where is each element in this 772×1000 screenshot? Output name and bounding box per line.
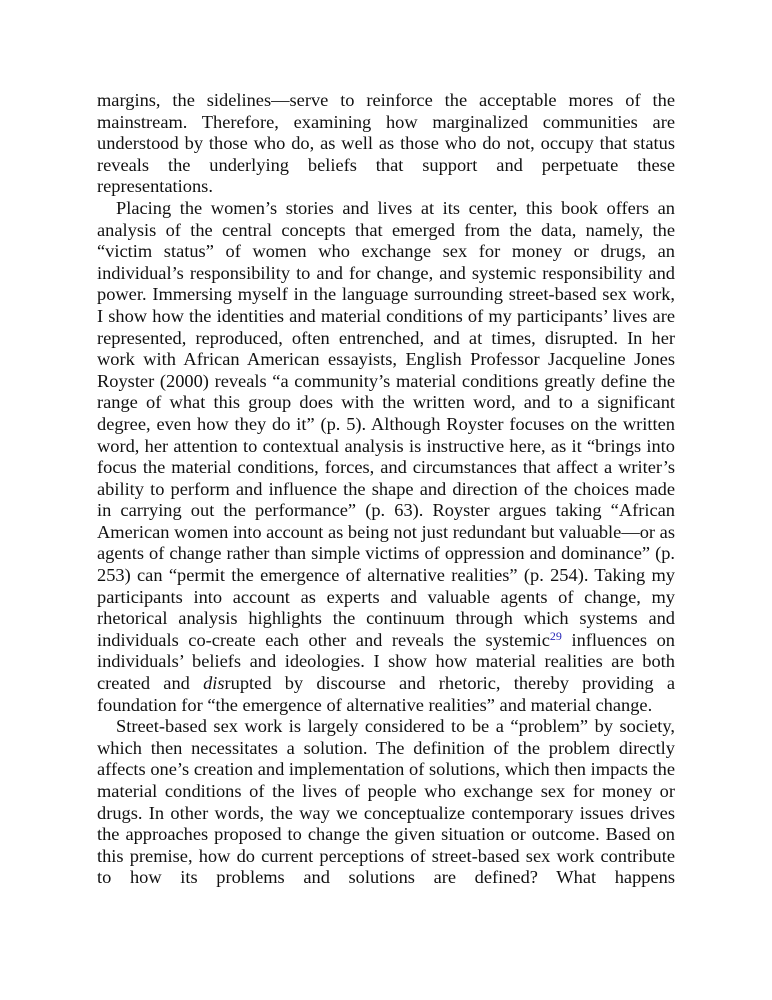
paragraph-book-overview [97,198,675,716]
paragraph-text: influences on individuals’ beliefs and ideologies. I show how material realities are both created and [97,629,675,694]
footnote-reference[interactable]: 29 [549,628,562,643]
emphasis-text: dis [203,673,225,694]
paragraph-text: Placing the women’s stories and lives at its center, this book offers an analysis of the central concepts that emerged from the data, namely, the “victim status” of women who exchange sex for money or drugs, an individual’s responsibility to and for change, and systemic responsibility and power. Immersing myself in the language surrounding street-based sex work, I show how the identities and material conditions of my participants’ lives are represented, reproduced, often entrenched, and at times, disrupted. In her work with African American essayists, English Professor Jacqueline Jones Royster (2000) reveals “a community’s material conditions greatly define the range of what this group does with the written word, and to a significant degree, even how they do it” (p. 5). Although Royster focuses on the written word, her attention to contextual analysis is instructive here, as it “brings into focus the material conditions, forces, and circumstances that affect a writer’s ability to perform and influence the shape and direction of the choices made in carrying out the performance” (p. 63). Royster argues taking “African American women into account as being not just redundant but valuable—or as agents of change rather than simple victims of oppression and dominance” (p. 253) can “permit the emergence of alternative realities” (p. 254). Taking my participants into account as experts and valuable agents of change, my rhetorical analysis highlights the continuum through which systems and individuals co-create each other and reveals the systemic [97,197,675,650]
paragraph-text: rupted by discourse and rhetoric, thereby providing a foundation for “the emergence of alternative realities” and material change. [97,673,675,715]
page-body [97,90,675,889]
paragraph-continuation: margins, the sidelines—serve to reinforce the acceptable mores of the mainstream. Therefore, examining how marginalized communities are understood by those who do, as well as those who do not, occupy that status reveals the underlying beliefs that support and perpetuate these representations. [97,90,675,197]
paragraph-problem-definition: Street-based sex work is largely considered to be a “problem” by society, which then necessitates a solution. The definition of the problem directly affects one’s creation and implementation of solutions, which then impacts the material conditions of the lives of people who exchange sex for money or drugs. In other words, the way we conceptualize contemporary issues drives the approaches proposed to change the given situation or outcome. Based on this premise, how do current perceptions of street-based sex work contribute to how its problems and solutions are defined? What happens [97,716,675,888]
